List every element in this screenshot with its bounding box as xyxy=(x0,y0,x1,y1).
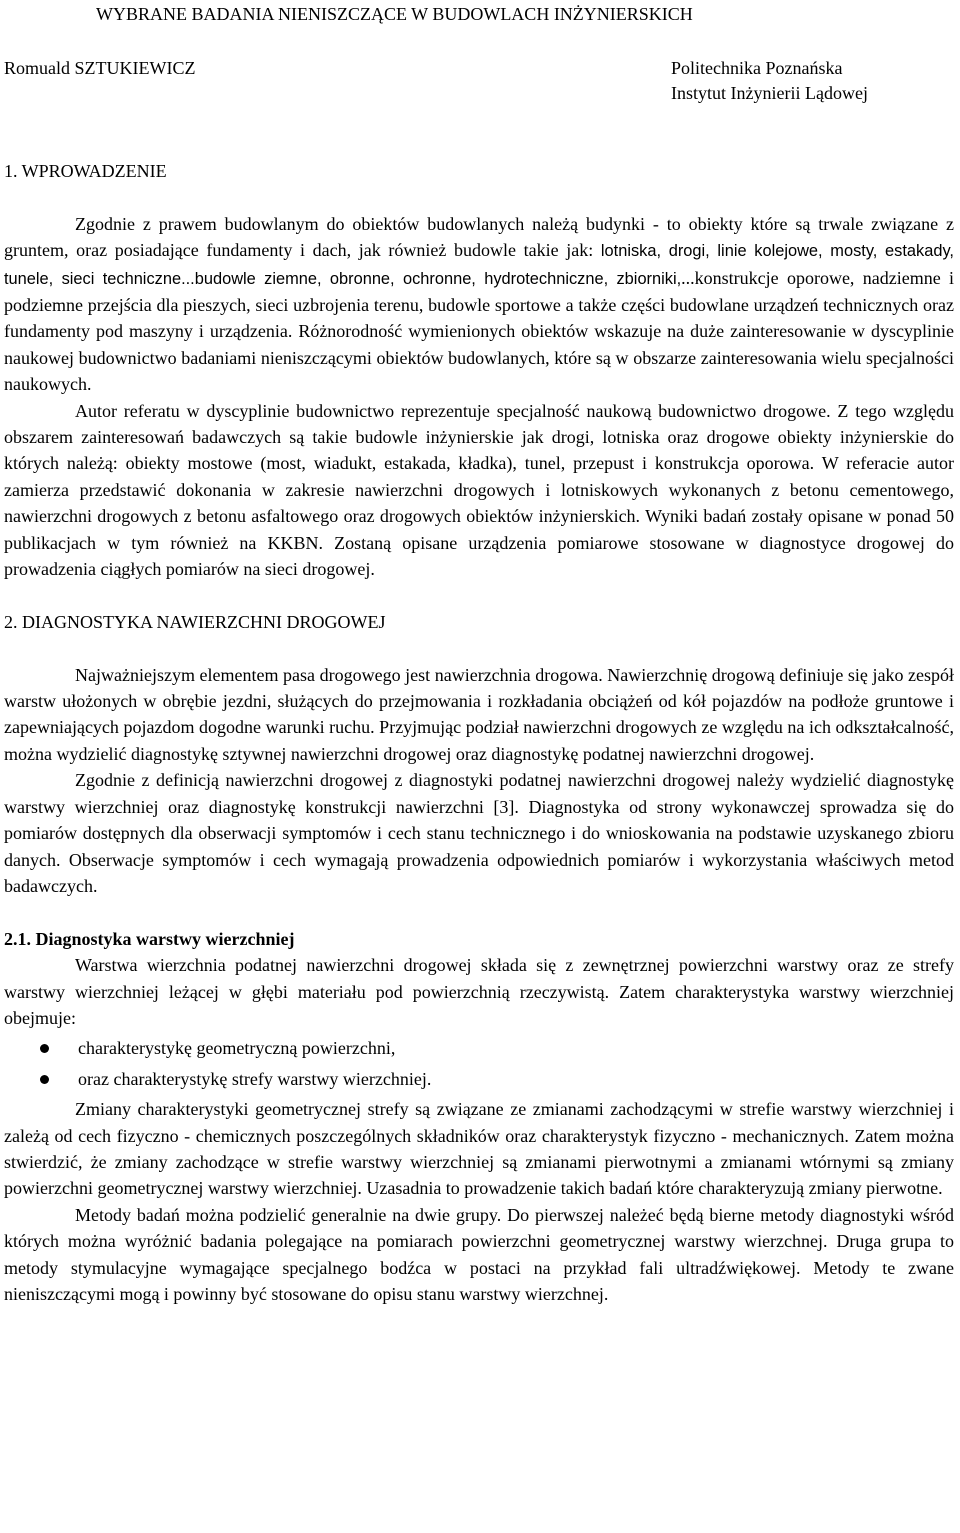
body-content xyxy=(4,158,954,1307)
list-item: charakterystykę geometryczną powierzchni, xyxy=(4,1035,954,1061)
list-item: oraz charakterystykę strefy warstwy wierzchniej. xyxy=(4,1066,954,1092)
affiliation xyxy=(671,56,868,106)
bullet-icon xyxy=(40,1044,49,1053)
diagnostics-paragraph-1: Najważniejszym elementem pasa drogowego jest nawierzchnia drogowa. Nawierzchnię drogową definiuje się jako zespół warstw ułożonych w obrębie jezdni, służących do przejmowania i rozkładania obciążeń od kół pojazdów na podłoże gruntowe i zapewniających pojazdom dogodne warunki ruchu. Przyjmując podział nawierzchni drogowych ze względu na ich odkształcalność, można wydzielić diagnostykę sztywnej nawierzchni drogowej oraz diagnostykę podatnej nawierzchni drogowej. xyxy=(4,664,954,764)
surface-layer-paragraph-2: Zmiany charakterystyki geometrycznej strefy są związane ze zmianami zachodzącymi w strefie warstwy wierzchniej i zależą od cech fizyczno - chemicznych poszczególnych składników oraz charakterystyk fizyczno - mechanicznych. Zatem można stwierdzić, że zmiany zachodzące w strefie warstwy wierzchniej są zmianami pierwotnymi a zmianami wtórnymi są zmiany powierzchni geometrycznej warstwy wierzchniej. Uzasadnia to prowadzenie takich badań które charakteryzują zmiany pierwotne. xyxy=(4,1099,954,1199)
intro-paragraph-1 xyxy=(4,211,954,398)
paper-title: WYBRANE BADANIA NIENISZCZĄCE W BUDOWLACH INŻYNIERSKICH xyxy=(96,4,693,24)
intro-paragraph-1-part-c: ...konstrukcje oporowe, nadziemne i podziemne przejścia dla pieszych, sieci uzbrojenia terenu, budowle sportowe a także części budowlane urządzeń technicznych oraz fundamenty pod maszyny i urządzenia. Różnorodność wymienionych obiektów wskazuje na duże zainteresowanie w dyscyplinie naukowej budownictwo badaniami nieniszczącymi obiektów budowlanych, które są w obszarze zainteresowania wielu specjalności naukowych. xyxy=(4,267,955,395)
bullet-list xyxy=(4,1035,954,1092)
intro-paragraph-2: Autor referatu w dyscyplinie budownictwo reprezentuje specjalność naukową budownictwo drogowe. Z tego względu obszarem zainteresowań badawczych są takie budowle inżynierskie jak drogi, lotniska oraz drogowe obiekty inżynierskie do których należą: obiekty mostowe (most, wiadukt, estakada, kładka), tunel, przepust i konstrukcja oporowa. W referacie autor zamierza przedstawić dokonania w zakresie nawierzchni drogowych i lotniskowych wykonanych z betonu cementowego, nawierzchni drogowych z betonu asfaltowego oraz drogowych obiektów inżynierskich. Wyniki badań zostały opisane w ponad 50 publikacjach w tym również na KKBN. Zostaną opisane urządzenia pomiarowe stosowane w diagnostyce drogowej do prowadzenia ciągłych pomiarów na sieci drogowej. xyxy=(4,400,954,580)
author-name: Romuald SZTUKIEWICZ xyxy=(4,58,196,78)
diagnostics-paragraph-2: Zgodnie z definicją nawierzchni drogowej z diagnostyki podatnej nawierzchni drogowej należy wydzielić diagnostykę warstwy wierzchniej oraz diagnostykę konstrukcji nawierzchni [3]. Diagnostyka od strony wykonawczej sprowadza się do pomiarów dostępnych dla obserwacji symptomów i cech stanu technicznego i do wnioskowania na podstawie uzyskanego zbioru danych. Obserwacje symptomów i cech wymagają prowadzenia odpowiednich pomiarów i wykorzystania właściwych metod badawczych. xyxy=(4,770,954,896)
surface-layer-paragraph-3: Metody badań można podzielić generalnie na dwie grupy. Do pierwszej należeć będą bierne metody diagnostyki wśród których można wyróżnić badania polegające na pomiarach powierzchni geometrycznej warstwy wierzchnej. Druga grupa to metody stymulacyjne wymagające specjalnego bodźca w postaci na przykład fali ultradźwiękowej. Metody te zwane nieniszczącymi mogą i powinny być stosowane do opisu stanu warstwy wierzchnej. xyxy=(4,1204,954,1304)
section-heading-diagnostics: 2. DIAGNOSTYKA NAWIERZCHNI DROGOWEJ xyxy=(4,611,386,632)
intro-paragraph-1-part-b: lotniska, drogi, linie kolejowe, mosty, estakady, tunele, sieci techniczne...budowle ziemne, obronne, ochronne, hydrotechniczne, zbiorniki, xyxy=(4,242,954,288)
affiliation-university: Politechnika Poznańska xyxy=(671,58,843,78)
affiliation-institute: Instytut Inżynierii Lądowej xyxy=(671,83,868,103)
intro-paragraph-1-part-a: Zgodnie z prawem budowlanym do obiektów budowlanych należą budynki - to obiekty które są trwale związane z gruntem, oraz posiadające fundamenty i dach, jak również budowle takie jak: xyxy=(4,213,954,261)
bullet-icon xyxy=(40,1075,49,1084)
subsection-heading-surface-layer: 2.1. Diagnostyka warstwy wierzchniej xyxy=(4,928,295,949)
surface-layer-paragraph-1: Warstwa wierzchnia podatnej nawierzchni drogowej składa się z zewnętrznej powierzchni warstwy oraz ze strefy warstwy wierzchniej leżącej w głębi materiału pod powierzchnią rzeczywistą. Zatem charakterystyka warstwy wierzchniej obejmuje: xyxy=(4,955,954,1028)
section-heading-introduction: 1. WPROWADZENIE xyxy=(4,161,167,181)
